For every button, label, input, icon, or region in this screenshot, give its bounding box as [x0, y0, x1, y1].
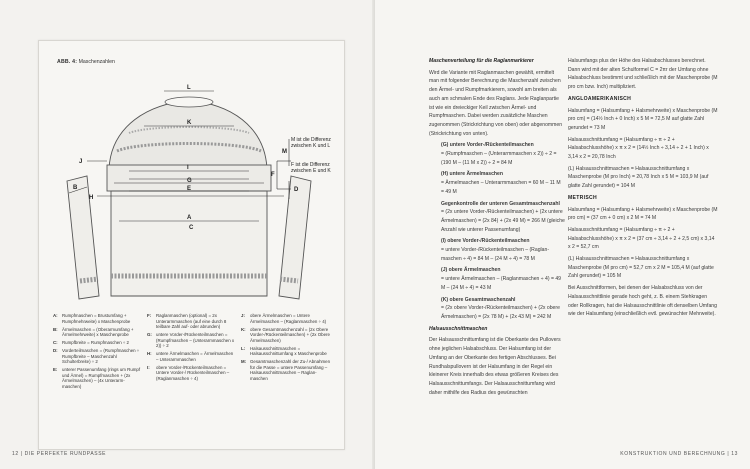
label-c: C: [189, 225, 194, 231]
note-m: M ist die Differenz zwischen K und L: [291, 137, 331, 149]
heading-neckline: Halsausschnittmaschen: [429, 325, 488, 332]
figure-box: [38, 40, 345, 450]
legend-item: G: untere Vorder-/Rückenteilmaschen = (Rumpfmaschen – (Unterarmmaschen x 2)) ÷ 2: [147, 332, 235, 348]
formula-g: (G) untere Vorder-/Rückenteilmaschen = (Rumpfmaschen – (Unterarmmaschen x 2)) ÷ 2 = (190 M – (11 M x 2)) ÷ 2 = 84 M: [441, 142, 557, 166]
right-page: [375, 0, 750, 469]
legend-item: B: Ärmelmaschen = (Oberarmumfang + Ärmelmehrweite) x Maschenprobe: [53, 326, 134, 337]
formula-am-1: Halsumfang = (Halsumfang + Halsmehrweite) x Maschenprobe (M pro cm) = (14½ Inch + 0 Inch) x 5 M = 72,5 M auf glatte Zahl gerundet = 73 M: [568, 107, 718, 131]
yoke-shape: [109, 101, 267, 169]
legend-item: D: Vorderteilmaschen = (Rumpfmaschen ÷ Rumpfbreite – Maschenzahl Schulterbreite) ÷ 2: [53, 348, 140, 364]
footer-right: KONSTRUKTION UND BERECHNUNG | 13: [620, 451, 738, 457]
legend-column-1: [53, 313, 141, 392]
paragraph-closing: Bei Ausschnittformen, bei denen der Halsabschluss von der Halsausschnittlinie gerade hoch geht, z. B. einem Stehkragen oder Rollkragen, hat die Halsausschnittlinie oft denselben Umfang wie der Halsumfang (einschließlich evtl. gewünschter Mehrweite).: [568, 285, 717, 318]
sweater-diagram: [39, 41, 344, 311]
legend-item: J: obere Ärmelmaschen = Untere Ärmelmaschen – (Raglanmaschen ÷ 4): [241, 313, 327, 324]
formula-am-2: Halsausschnittumfang = (Halsumfang ÷ π ÷ 2 + Halsabschlusshöhe) x π x 2 = (14½ Inch ÷ 3,14 ÷ 2 + 1 Inch) x 3,14 x 2 = 20,78 Inch: [568, 136, 709, 161]
label-h: H: [89, 195, 94, 201]
formula-control: Gegenkontrolle der unteren Gesamtmaschenzahl = (2x untere Vorder-/Rückenteilmaschen) + (2x untere Ärmelmaschen) = (2x 84) + (2x 49 M) = 266 M (gleiche Anzahl wie unterer Passenumfang): [441, 200, 565, 233]
legend-column-3: [241, 313, 331, 384]
neckline-shape: [165, 97, 213, 107]
label-b: B: [73, 185, 78, 191]
formula-k: (K) obere Gesamtmaschenzahl = (2x obere Vorder-/Rückenteilmaschen) + (2x obere Ärmelmaschen) = (2x 78 M) + (2x 43 M) = 242 M: [441, 296, 560, 320]
label-a: A: [187, 215, 192, 221]
text-column-middle: [429, 57, 565, 400]
legend-item: A: Rumpfmaschen = Brustumfang + Rumpfmehrweite) x Maschenprobe: [53, 313, 131, 324]
legend-item: F: Raglanmaschen (optional) = 2x Unterarmmaschen (auf eine durch 8 teilbare Zahl auf- oder abrunden): [147, 313, 227, 329]
heading-angloamerikanisch: ANGLOAMERIKANISCH: [568, 95, 632, 102]
label-d: D: [294, 187, 299, 193]
text-column-right: [568, 57, 718, 322]
formula-me-2: Halsausschnittumfang = (Halsumfang ÷ π ÷ 2 + Halsabschlusshöhe) x π x 2 = (37 cm ÷ 3,14 ÷ 2 + 2,5 cm) x 3,14 x 2 = 52,7 cm: [568, 226, 715, 251]
legend-item: K: obere Gesamtmaschenzahl = (2x Obere Vorder-/Rückenteilmaschen) + (2x Obere Ärmelmaschen): [241, 326, 330, 343]
legend-item: H: untere Ärmelmaschen = Ärmelmaschen – Unterarmmaschen: [147, 351, 234, 362]
legend-column-2: [147, 313, 235, 384]
legend-item: M: Gesamtmaschenzahl der Zu-/ Abnahmen für die Passe = untere Passenumfang – Halsausschnittmaschen – Raglanmaschen: [241, 359, 331, 381]
formula-i: (I) obere Vorder-/Rückenteilmaschen = untere Vorder-/Rückenteilmaschen – (Raglanmaschen ÷ 4) = 84 M – (24 M ÷ 4) = 78 M: [441, 238, 550, 262]
footer-left: 12 | DIE PERFEKTE RUNDPASSE: [12, 451, 107, 457]
label-m: M: [282, 149, 287, 155]
heading-metrisch: METRISCH: [568, 194, 598, 201]
label-j: J: [79, 159, 83, 165]
label-l: L: [187, 85, 191, 91]
figure-caption-text: Maschenzahlen: [78, 59, 115, 65]
figure-caption-number: ABB. 4:: [57, 59, 78, 65]
legend-item: C: Rumpfbreite = Rumpfmaschen ÷ 2: [53, 340, 129, 345]
label-i: I: [187, 165, 189, 171]
formula-me-3: (L) Halsausschnittmaschen = Halsausschnittumfang x Maschenprobe (M pro cm) = 52,7 cm x 2 M = 105,4 M (auf glatte Zahl gerundet) = 105 M: [568, 256, 714, 280]
label-k: K: [187, 120, 192, 126]
paragraph-neckline: Der Halsausschnittumfang ist die Oberkante des Pullovers ohne jeglichen Halsabschluss. Der Halsumfang ist der Umfang an der Oberkante des fertigen Abschlusses. Bei Rundhalspullovern ist der Halsumfang in der Regel ein kleinerer Kreis innerhalb des etwas größeren Kreises des Halsausschnittumfangs. Der Halsausschnittumfang wird daher mithilfe des Radius des gewünschten: [429, 337, 561, 396]
note-f: F ist die Differenz zwischen E und K: [291, 162, 331, 174]
label-g: G: [187, 178, 192, 184]
body-shape: [111, 191, 267, 296]
legend-item: E: unterer Passenumfang (rings um Rumpf und Ärmel) = Rumpfmaschen + (2x Ärmelmaschen) – (4x Unterarmmaschen): [53, 367, 141, 389]
formula-me-1: Halsumfang = (Halsumfang + Halsmehrweite) x Maschenprobe (M pro cm) = (37 cm + 0 cm) x 2 M = 74 M: [568, 206, 718, 222]
heading-raglan: Maschenverteilung für die Raglanmarkierer: [429, 58, 534, 64]
legend-item: I: obere Vorder-/Rückenteilmaschen = Untere Vorder-/ Rückenteilmaschen – (Raglanmaschen ÷ 4): [147, 364, 230, 381]
label-e: E: [187, 186, 192, 192]
paragraph-raglan: Wird die Variante mit Raglanmaschen gewählt, ermittelt man mit folgender Berechnung die Maschenzahl zwischen den Ärmel- und Rumpfmarkierern, sowohl am breiten als auch am schmalen Ende des Raglans. Jede Raglanpartie ist wie ein dreieckiger Keil zwischen Ärmel- und Rumpfmaschen. Dabei werden zusätzliche Maschen zugenommen (Strickrichtung von oben) oder abgenommen (Strickrichtung von unten).: [429, 69, 563, 137]
paragraph-intro: Halsumfangs plus der Höhe des Halsabschlusses berechnet. Dann wird mit der alten Schulformel C = 2πr der Umfang ohne Halsabschluss bestimmt und schließlich mit der Maschenprobe (M pro cm bzw. Inch) multipliziert.: [568, 58, 718, 91]
formula-am-3: (L) Halsausschnittmaschen = Halsausschnittumfang x Maschenprobe (M pro Inch) = 20,78 Inch x 5 M = 103,9 M (auf glatte Zahl gerundet) = 104 M: [568, 165, 709, 190]
legend-item: L: Halsausschnittmaschen = Halsausschnittumfang x Maschenprobe: [241, 345, 327, 356]
formula-j: (J) obere Ärmelmaschen = untere Ärmelmaschen – (Raglanmaschen ÷ 4) = 49 M – (24 M ÷ 4) = 43 M: [441, 267, 562, 291]
label-f: F: [271, 172, 275, 178]
formula-h: (H) untere Ärmelmaschen = Ärmelmaschen – Unterarmmaschen = 60 M – 11 M = 49 M: [441, 171, 561, 195]
